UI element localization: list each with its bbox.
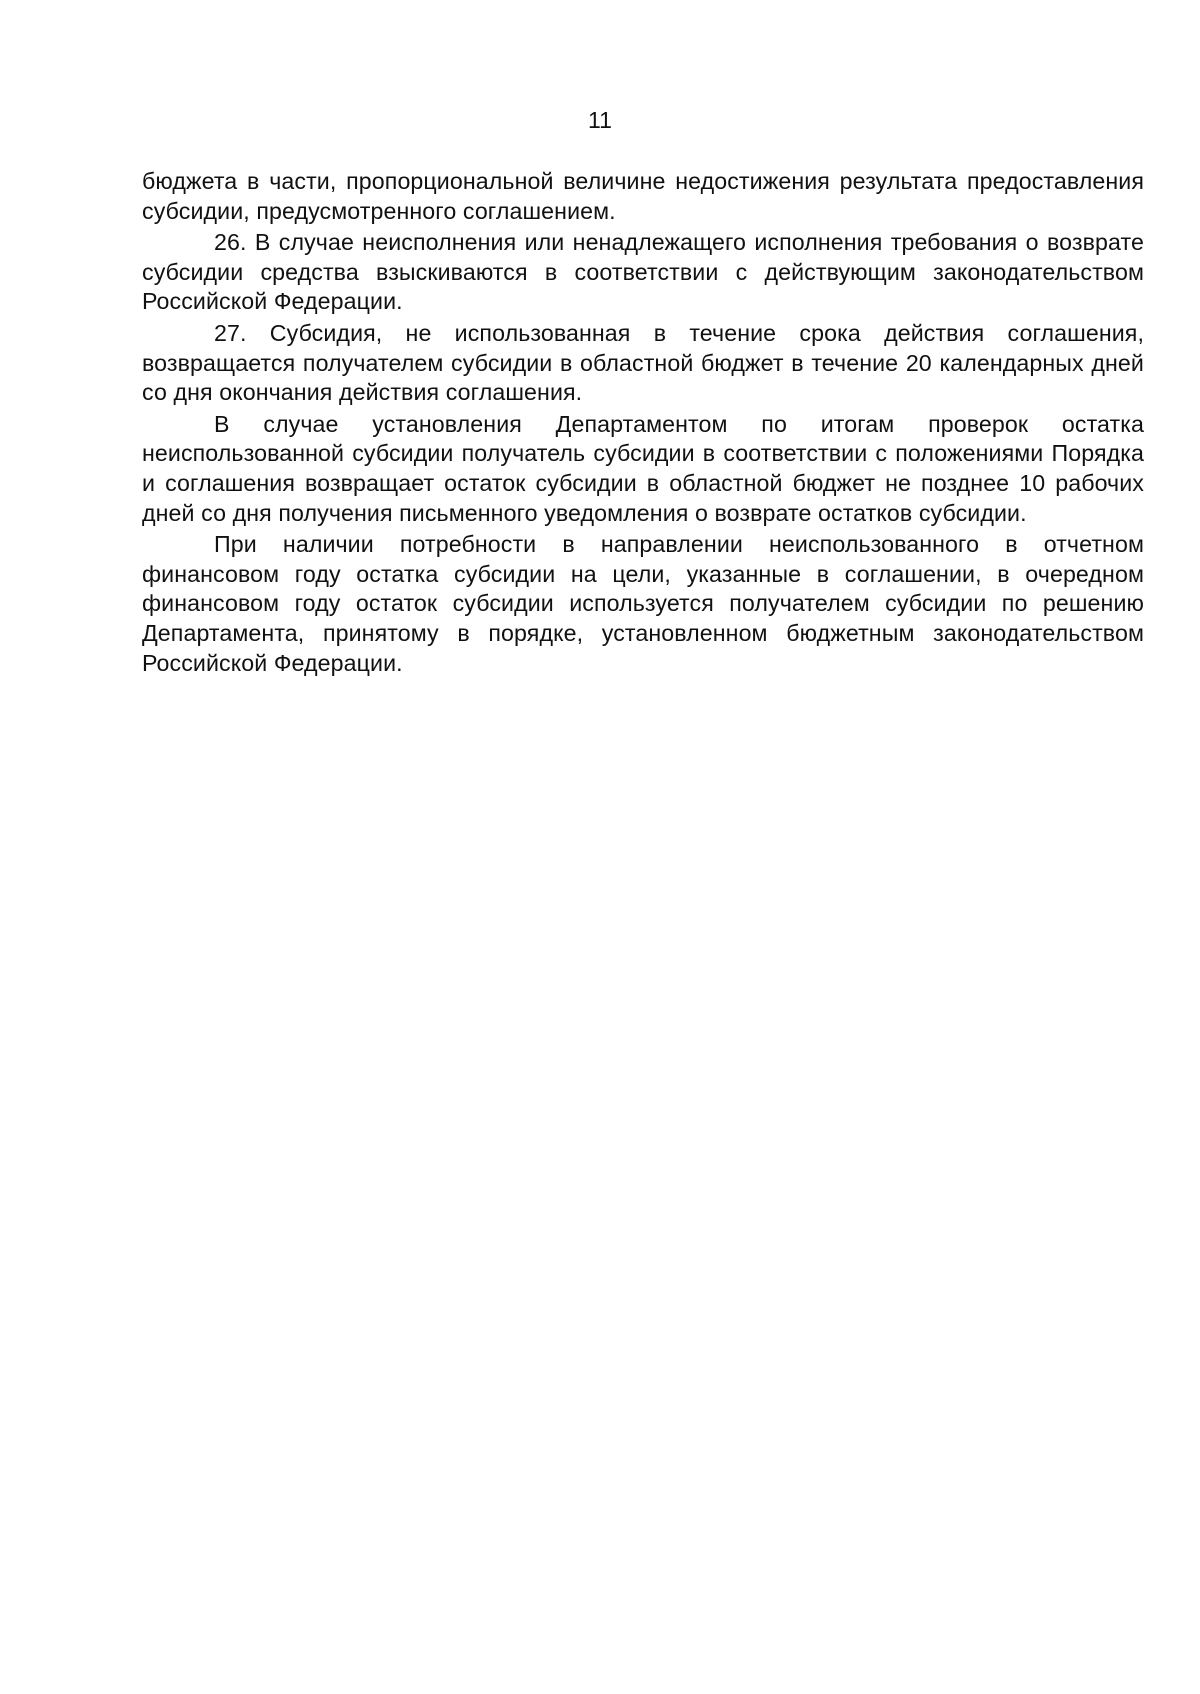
page-number: 11 [588,107,612,133]
paragraph-remainder-return: В случае установления Департаментом по итогам проверок остатка неиспользованной субсидии получатель субсидии в соответствии с положениями Порядка и соглашения возвращает остаток субсидии в областной бюджет не позднее 10 рабочих дней со дня получения письменного уведомления о возврате остатков субсидии. [142,410,1144,526]
document-body [142,167,1144,678]
paragraph-continuation: бюджета в части, пропорциональной величине недостижения результата предоставления субсидии, предусмотренного соглашением. [142,168,1144,224]
paragraph-next-year-use: При наличии потребности в направлении неиспользованного в отчетном финансовом году остатка субсидии на цели, указанные в соглашении, в очередном финансовом году остаток субсидии используется получателем субсидии по решению Департамента, принятому в порядке, установленном бюджетным законодательством Российской Федерации. [142,531,1144,676]
paragraph-item-26: 26. В случае неисполнения или ненадлежащего исполнения требования о возврате субсидии средства взыскиваются в соответствии с действующим законодательством Российской Федерации. [142,229,1144,315]
paragraph-item-27: 27. Субсидия, не использованная в течение срока действия соглашения, возвращается получателем субсидии в областной бюджет в течение 20 календарных дней со дня окончания действия соглашения. [142,319,1144,406]
